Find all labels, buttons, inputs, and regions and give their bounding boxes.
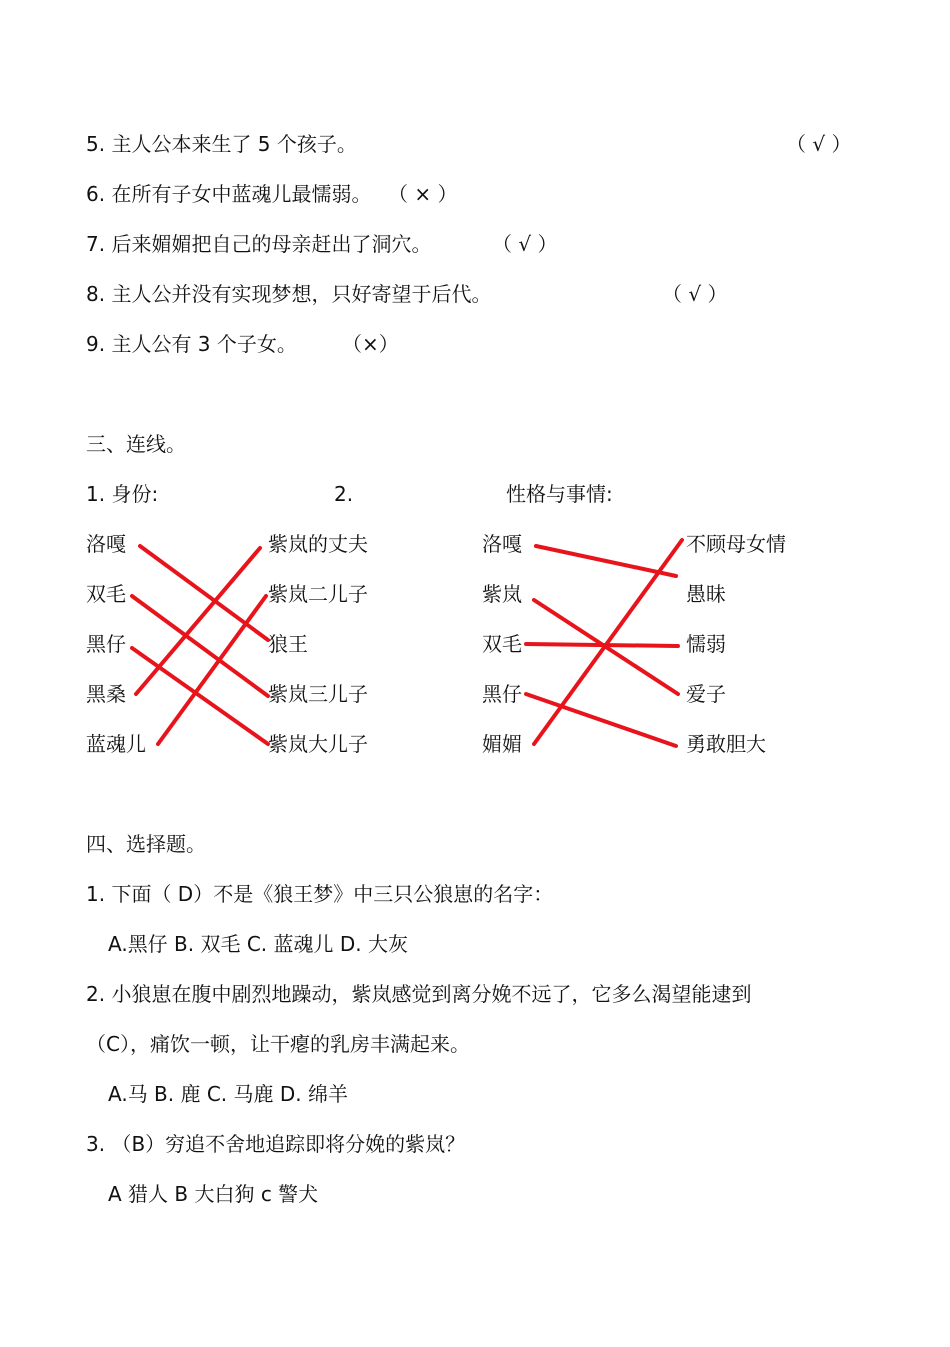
g2-left-item: 洛嘎 (482, 532, 522, 556)
matching-label-2-title: 性格与事情: (506, 482, 613, 506)
g2-right-item: 爱子 (686, 682, 726, 706)
tf-q5-mark: （ √ ） (786, 132, 852, 156)
match-line (526, 644, 678, 646)
g1-right-item: 狼王 (268, 632, 308, 656)
tf-q6-text: 6. 在所有子女中蓝魂儿最懦弱。 (86, 182, 372, 206)
tf-q8-text: 8. 主人公并没有实现梦想，只好寄望于后代。 (86, 282, 492, 306)
choice-q1-text: 1. 下面（ D）不是《狼王梦》中三只公狼崽的名字： (86, 882, 554, 906)
g2-right-item: 勇敢胆大 (686, 732, 766, 756)
g2-left-item: 黑仔 (482, 682, 522, 706)
match-line (132, 648, 268, 744)
choice-q3-text: 3. （B）穷追不舍地追踪即将分娩的紫岚？ (86, 1132, 466, 1156)
match-line (526, 694, 676, 746)
g1-right-item: 紫岚三儿子 (268, 682, 368, 706)
matching-label-1: 1. 身份: (86, 482, 159, 506)
choice-q1-options: A.黑仔 B. 双毛 C. 蓝魂儿 D. 大灰 (108, 932, 408, 956)
choice-q2-text: 2. 小狼崽在腹中剧烈地躁动，紫岚感觉到离分娩不远了，它多么渴望能逮到 (86, 982, 752, 1006)
g1-left-item: 蓝魂儿 (86, 732, 146, 756)
tf-q6-mark: （ × ） (388, 182, 458, 206)
tf-q8-mark: （ √ ） (662, 282, 728, 306)
tf-q9-text: 9. 主人公有 3 个子女。 (86, 332, 297, 356)
tf-q9-mark: （×） (342, 332, 399, 356)
g1-left-item: 洛嘎 (86, 532, 126, 556)
g1-left-item: 双毛 (86, 582, 126, 606)
g1-left-item: 黑仔 (86, 632, 126, 656)
choice-q2-text-cont: （C），痛饮一顿，让干瘪的乳房丰满起来。 (86, 1032, 470, 1056)
matching-label-2: 2. (334, 482, 354, 506)
match-line (536, 546, 676, 576)
g1-left-item: 黑桑 (86, 682, 126, 706)
match-line (158, 596, 266, 744)
g2-right-item: 愚昧 (686, 582, 726, 606)
matching-heading: 三、连线。 (86, 432, 186, 456)
tf-q5-text: 5. 主人公本来生了 5 个孩子。 (86, 132, 357, 156)
choice-heading: 四、选择题。 (86, 832, 206, 856)
g2-right-item: 懦弱 (686, 632, 726, 656)
match-line (132, 596, 268, 696)
tf-q7-mark: （ √ ） (492, 232, 558, 256)
g1-right-item: 紫岚二儿子 (268, 582, 368, 606)
choice-q2-options: A.马 B. 鹿 C. 马鹿 D. 绵羊 (108, 1082, 348, 1106)
g2-right-item: 不顾母女情 (686, 532, 786, 556)
g2-left-item: 双毛 (482, 632, 522, 656)
tf-q7-text: 7. 后来媚媚把自己的母亲赶出了洞穴。 (86, 232, 432, 256)
g1-right-item: 紫岚的丈夫 (268, 532, 368, 556)
choice-q3-options: A 猎人 B 大白狗 c 警犬 (108, 1182, 319, 1206)
g1-right-item: 紫岚大儿子 (268, 732, 368, 756)
g2-left-item: 媚媚 (482, 732, 522, 756)
g2-left-item: 紫岚 (482, 582, 522, 606)
match-line (534, 540, 682, 744)
